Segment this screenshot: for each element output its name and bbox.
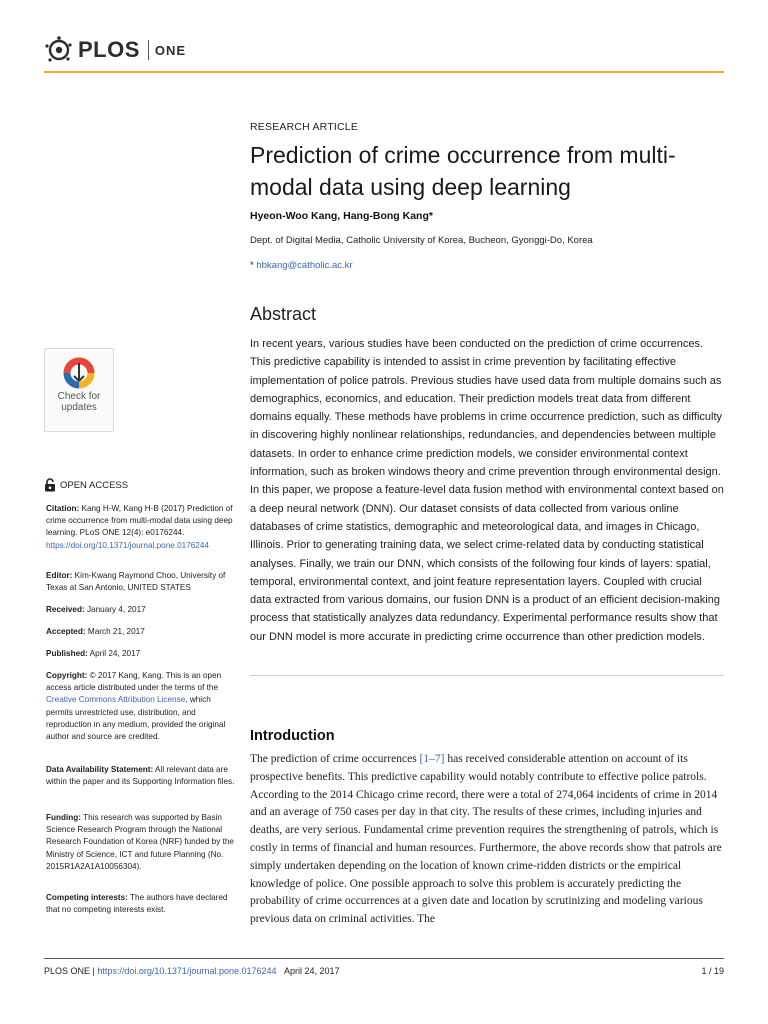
citation-doi-link[interactable]: https://doi.org/10.1371/journal.pone.0176244 <box>46 540 209 550</box>
received-text: January 4, 2017 <box>84 605 146 614</box>
check-updates-label: Check for updates <box>57 391 101 413</box>
citation-block <box>46 503 238 552</box>
footer-citation <box>44 966 340 976</box>
intro-text-part2: has received considerable attention on account of its prospective benefits. This predictive capability would notably contribute to effective police patrols. According to the 2014 Chicago crime record, there were a total of 274,064 incidents of crime in 2014 and an average of 750 cases per day in that city. The results of these crimes, including injuries and deaths, are very serious. Fundamental crime prevention requires the strengthening of patrols, which is costly in terms of financial and human resources. Furthermore, the above records show that patrols are simply undertaken depending on the location of known crime-ridden districts or the empirical knowledge of police. One possible approach to solve this problem is accurately predicting the probability of crime occurrences at a given date and location by scrutinizing and modeling various previous data on criminal activities. The <box>250 753 722 926</box>
email-marker: * <box>250 260 254 271</box>
accepted-block <box>46 626 238 638</box>
citation-label: Citation: <box>46 504 80 513</box>
editor-block <box>46 570 238 594</box>
abstract-divider <box>250 675 724 676</box>
open-lock-icon <box>44 478 56 492</box>
competing-interests-text: The authors have declared that no competing interests exist. <box>46 893 228 915</box>
abstract-heading: Abstract <box>250 304 317 324</box>
article-authors: Hyeon-Woo Kang, Hang-Bong Kang* <box>250 210 433 222</box>
introduction-heading: Introduction <box>250 728 335 744</box>
license-link[interactable]: Creative Commons Attribution License <box>46 695 186 705</box>
published-label: Published: <box>46 649 88 658</box>
editor-text: Kim-Kwang Raymond Choo, University of Texas at San Antonio, UNITED STATES <box>46 571 226 593</box>
corresponding-email <box>250 260 353 271</box>
check-updates-icon <box>45 351 113 395</box>
footer-rule <box>44 958 724 959</box>
funding-label: Funding: <box>46 813 82 822</box>
page-number: 1 / 19 <box>701 966 724 976</box>
check-for-updates-badge[interactable] <box>44 348 114 432</box>
abstract-text: In recent years, various studies have been conducted on the prediction of crime occurrences. This predictive capability is intended to assist in crime prevention by facilitating effective implementation of police patrols. Previous studies have used data from multiple domains such as demographics, economics, and education. Their prediction models treat data from different domains equally. These methods have problems in crime occurrence prediction, such as difficulty in discovering highly nonlinear relationships, redundancies, and dependencies between multiple datasets. In order to enhance crime prediction models, we consider environmental context information, such as broken windows theory and crime prevention through environmental design. In this paper, we propose a feature-level data fusion method with environmental context based on a deep neural network (DNN). Our dataset consists of data collected from various online databases of crime statistics, demographic and meteorological data, and images in Chicago, Illinois. Prior to generating training data, we select crime-related data by conducting statistical analyses. Finally, we train our DNN, which consists of the following four kinds of layers: spatial, temporal, environmental context, and joint feature representation layers. Coupled with crucial data extracted from various domains, our fusion DNN is a product of an efficient decision-making process that statistically analyzes data redundancy. Experimental performance results show that our DNN model is more accurate in predicting crime occurrence than other prediction models. <box>250 338 724 643</box>
funding-text: This research was supported by Basin Science Research Program through the National Research Foundation of Korea (NRF) funded by the Ministry of Science, ICT and future Planning (No. 2015R1A2A1A10056304). <box>46 813 234 871</box>
article-affiliation: Dept. of Digital Media, Catholic University of Korea, Bucheon, Gyonggi-Do, Korea <box>250 235 593 246</box>
accepted-text: March 21, 2017 <box>85 627 145 636</box>
competing-interests-block <box>46 892 238 916</box>
brand-separator <box>148 40 149 60</box>
journal-name: ONE <box>154 42 187 58</box>
data-availability-text: All relevant data are within the paper and its Supporting Information files. <box>46 765 235 787</box>
citation-text: Kang H-W, Kang H-B (2017) Prediction of crime occurrence from multi-modal data using deep learning. PLoS ONE 12(4): e0176244. <box>46 504 233 538</box>
competing-interests-label: Competing interests: <box>46 893 128 902</box>
received-label: Received: <box>46 605 85 614</box>
copyright-label: Copyright: <box>46 671 88 680</box>
introduction-text <box>250 751 724 929</box>
accepted-label: Accepted: <box>46 627 86 636</box>
copyright-text-2: , which permits unrestricted use, distribution, and reproduction in any medium, provided the original author and source are credited. <box>46 695 226 742</box>
copyright-block <box>46 670 238 743</box>
citation-ref-link[interactable]: [1–7] <box>419 753 445 765</box>
header-rule <box>44 71 724 73</box>
brand-name: PLOS <box>78 37 140 62</box>
open-access-badge <box>44 478 128 492</box>
footer-journal: PLOS ONE | <box>44 966 98 976</box>
data-availability-label: Data Availability Statement: <box>46 765 154 774</box>
funding-block <box>46 812 238 873</box>
article-title: Prediction of crime occurrence from multi-modal data using deep learning <box>250 142 676 200</box>
plos-logo-icon <box>44 35 74 65</box>
article-type: RESEARCH ARTICLE <box>250 121 359 133</box>
open-access-label: OPEN ACCESS <box>60 479 129 491</box>
published-text: April 24, 2017 <box>87 649 141 658</box>
received-block <box>46 604 238 616</box>
published-block <box>46 648 238 660</box>
journal-header <box>44 30 186 70</box>
footer-date: April 24, 2017 <box>284 966 340 976</box>
email-link[interactable]: hbkang@catholic.ac.kr <box>256 260 353 271</box>
footer-doi-link[interactable]: https://doi.org/10.1371/journal.pone.0176244 <box>97 966 277 976</box>
data-availability-block <box>46 764 238 788</box>
intro-text-part1: The prediction of crime occurrences <box>250 753 420 765</box>
copyright-text: © 2017 Kang, Kang. This is an open access article distributed under the terms of the <box>46 671 222 693</box>
editor-label: Editor: <box>46 571 73 580</box>
